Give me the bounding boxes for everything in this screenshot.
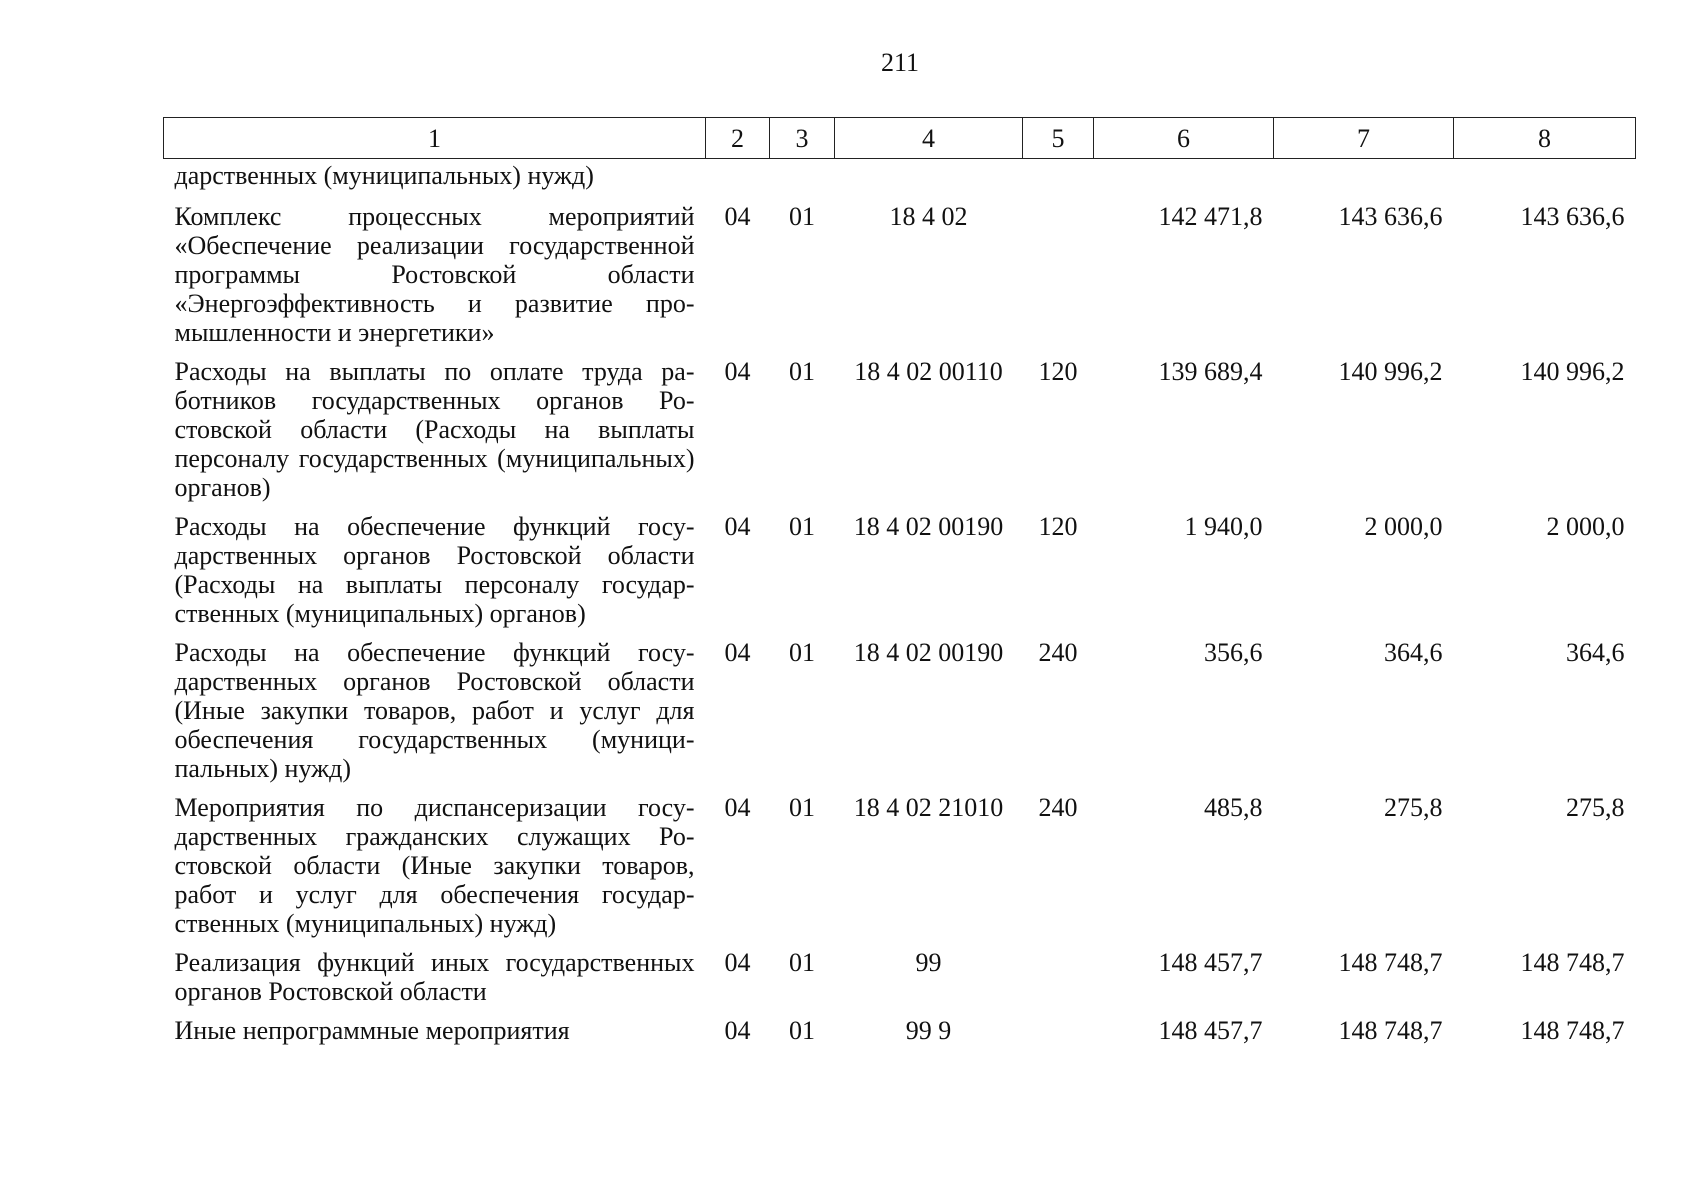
cell-target-code (835, 159, 1023, 201)
cell-amount-6: 485,8 (1204, 793, 1263, 822)
table-row (164, 159, 1636, 201)
cell-amount-7: 148 748,7 (1338, 948, 1443, 977)
table-header-row (164, 118, 1636, 159)
column-header-5: 5 (1023, 118, 1094, 159)
cell-amount-8: 140 996,2 (1520, 357, 1625, 386)
cell-section (706, 159, 770, 201)
cell-amount-6: 139 689,4 (1158, 357, 1263, 386)
cell-amount-8: 275,8 (1566, 793, 1625, 822)
cell-subsection: 01 (789, 512, 815, 541)
cell-section: 04 (724, 948, 751, 977)
cell-amount-8: 143 636,6 (1520, 202, 1625, 231)
cell-amount-7: 140 996,2 (1338, 357, 1443, 386)
cell-subsection: 01 (789, 202, 815, 231)
cell-section: 04 (724, 793, 751, 822)
cell-target-code: 99 9 (905, 1016, 952, 1045)
cell-amount-7: 148 748,7 (1338, 1016, 1443, 1045)
column-header-2: 2 (706, 118, 770, 159)
cell-expense-type: 240 (1038, 793, 1078, 822)
cell-amount-8: 148 748,7 (1520, 948, 1625, 977)
cell-expense-type (1023, 946, 1094, 1014)
row-description: Расходы на обеспечение функций государственных органов Ростовской области (Расходы на выплаты персоналу государственных (муниципальных) органов) (174, 512, 695, 628)
cell-amount-6: 148 457,7 (1158, 1016, 1263, 1045)
cell-amount-8: 364,6 (1566, 638, 1625, 667)
cell-expense-type: 240 (1038, 638, 1078, 667)
cell-amount-7: 364,6 (1384, 638, 1443, 667)
cell-expense-type (1023, 200, 1094, 355)
column-header-6: 6 (1094, 118, 1274, 159)
cell-section: 04 (724, 202, 751, 231)
column-header-1: 1 (164, 118, 706, 159)
cell-expense-type: 120 (1038, 512, 1078, 541)
cell-amount-6: 142 471,8 (1158, 202, 1263, 231)
cell-expense-type: 120 (1038, 357, 1078, 386)
row-description: Реализация функций иных государственных органов Ростовской области (174, 948, 695, 1006)
row-description: Комплекс процессных мероприятий «Обеспечение реализации государственной программы Ростовской области «Энергоэффективность и развитие промышленности и энергетики» (174, 202, 695, 347)
cell-target-code: 99 (915, 948, 942, 977)
cell-amount-7: 2 000,0 (1364, 512, 1443, 541)
cell-amount-8: 2 000,0 (1546, 512, 1625, 541)
cell-amount-7: 143 636,6 (1338, 202, 1443, 231)
column-header-3: 3 (770, 118, 835, 159)
page-number: 211 (880, 48, 920, 77)
table-row (164, 510, 1636, 636)
row-description: Расходы на обеспечение функций государственных органов Ростовской области (Иные закупки товаров, работ и услуг для обеспечения государственных (муниципальных) нужд) (174, 638, 695, 783)
table-row (164, 946, 1636, 1014)
cell-amount-7: 275,8 (1384, 793, 1443, 822)
cell-section: 04 (724, 638, 751, 667)
cell-subsection: 01 (789, 357, 815, 386)
cell-subsection: 01 (789, 948, 815, 977)
row-description: Иные непрограммные мероприятия (174, 1016, 570, 1045)
cell-amount-6 (1094, 159, 1274, 201)
cell-amount-6: 1 940,0 (1184, 512, 1263, 541)
cell-subsection (770, 159, 835, 201)
cell-target-code: 18 4 02 00110 (854, 357, 1003, 386)
table-row (164, 355, 1636, 510)
column-header-7: 7 (1274, 118, 1454, 159)
table-row (164, 791, 1636, 946)
cell-amount-8 (1454, 159, 1636, 201)
cell-target-code: 18 4 02 00190 (853, 512, 1004, 541)
table-row (164, 636, 1636, 791)
column-header-4: 4 (835, 118, 1023, 159)
cell-target-code: 18 4 02 21010 (853, 793, 1004, 822)
cell-target-code: 18 4 02 00190 (853, 638, 1004, 667)
cell-section: 04 (724, 1016, 751, 1045)
cell-amount-7 (1274, 159, 1454, 201)
row-description: Расходы на выплаты по оплате труда работников государственных органов Ростовской области (Расходы на выплаты персоналу государственных (муниципальных) органов) (174, 357, 695, 502)
cell-subsection: 01 (789, 793, 815, 822)
row-description: дарственных (муниципальных) нужд) (174, 161, 594, 190)
table-row (164, 1014, 1636, 1053)
cell-subsection: 01 (789, 638, 815, 667)
cell-amount-6: 356,6 (1204, 638, 1263, 667)
cell-section: 04 (724, 512, 751, 541)
cell-amount-6: 148 457,7 (1158, 948, 1263, 977)
table-row (164, 200, 1636, 355)
row-description: Мероприятия по диспансеризации государственных гражданских служащих Ростовской области (Иные закупки товаров, работ и услуг для обеспечения государственных (муниципальных) нужд) (174, 793, 695, 938)
cell-amount-8: 148 748,7 (1520, 1016, 1625, 1045)
cell-subsection: 01 (789, 1016, 815, 1045)
cell-target-code: 18 4 02 (889, 202, 968, 231)
cell-expense-type (1023, 159, 1094, 201)
column-header-8: 8 (1454, 118, 1636, 159)
budget-table (163, 117, 1636, 1053)
cell-section: 04 (724, 357, 751, 386)
cell-expense-type (1023, 1014, 1094, 1053)
